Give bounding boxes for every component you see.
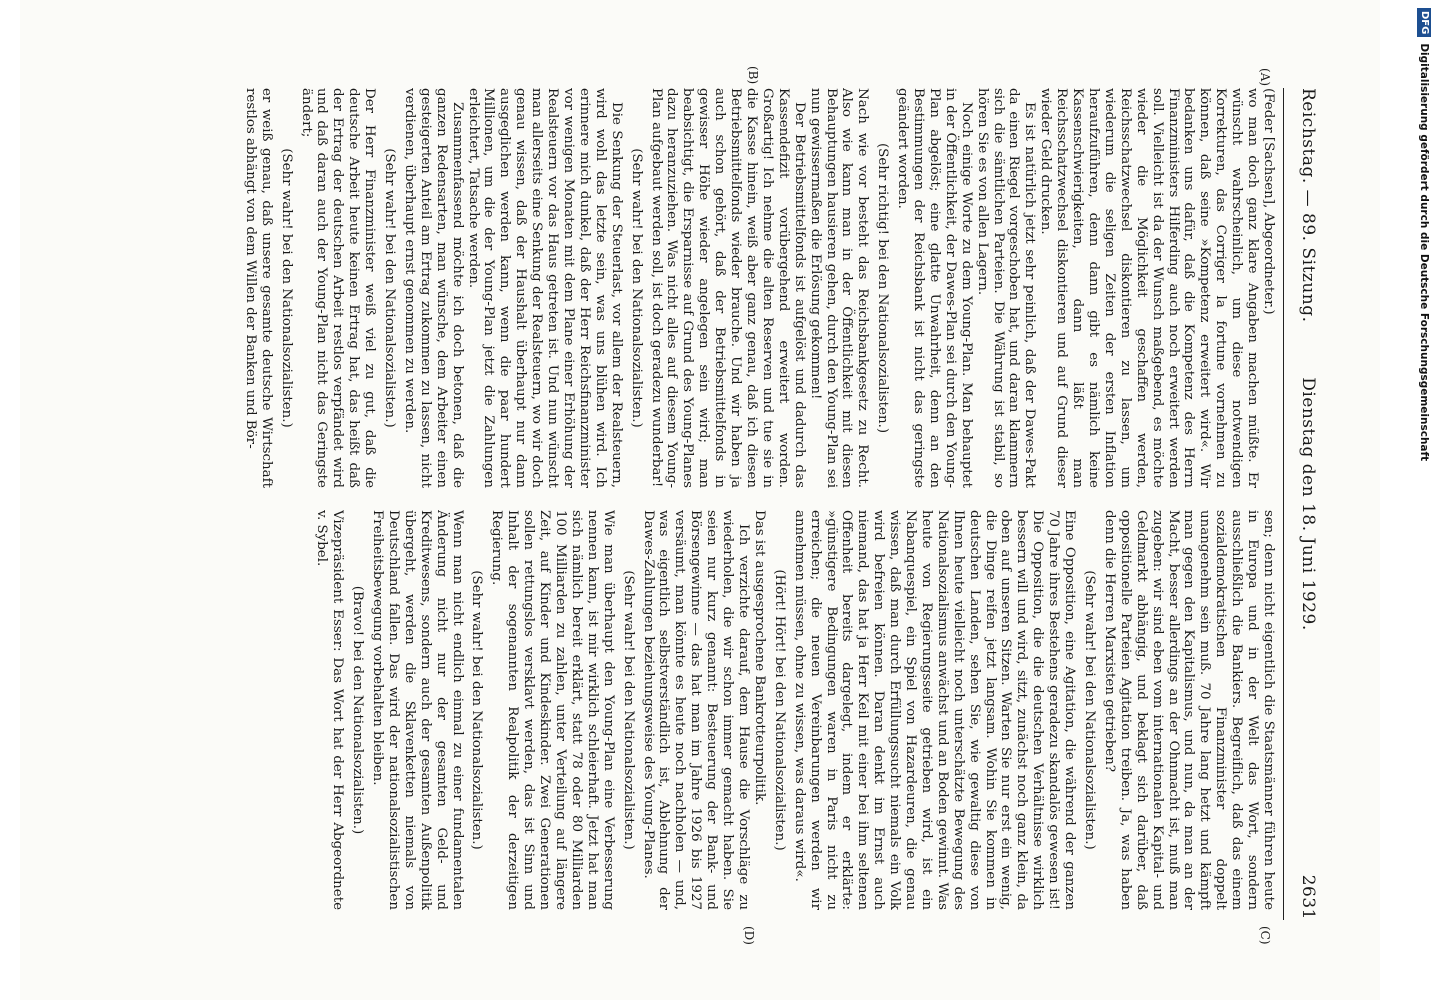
- paragraph: sen; denn nicht eigentlich die Staatsmänner führen heute in Europa und in der Welt das Wort, sondern ausschließlich die Bankiers. Begreiflich, daß das einem sozialdemokratischen Finanzminister doppelt unangenehm sein muß. 70 Jahre lang hetzt und kämpft man gegen den Kapitalismus, und nun, da man an der Macht, besser allerdings an der Ohnmacht ist, muß man zugeben: wir sind eben vom internationalen Kapital- und Geldmarkt abhängig, und beklagt sich darüber, daß oppositionelle Parteien Agitation treiben. Ja, was haben denn die Herren Marxisten getrieben?: [1101, 510, 1276, 910]
- paragraph: Es ist natürlich jetzt sehr peinlich, daß der Dawes-Pakt da einen Riegel vorgeschoben hat, und daran klammern sich die sämtlichen Parteien. Die Währung ist stabil, so hören Sie es von allen Lagern.: [974, 88, 1038, 488]
- interjection: (Bravo! bei den Nationalsozialisten.): [350, 585, 366, 835]
- paragraph: Die Senkung der Steuerlast, vor allem der Realsteuern, wird wohl das letzte sein, was uns blühen wird. Ich erinnere mich dunkel, daß der Herr Reichsfinanzminister vor wenigen Monaten mit dem Plane einer Erhöhung der Realsteuern vor das Haus getreten ist. Und nun wünscht man allerseits eine Senkung der Realsteuern, wo wir doch genau wissen, daß der Haushalt überhaupt nur dann ausgeglichen werden kann, wenn die paar hundert Millionen, um die der Young-Plan jetzt die Zahlungen erleichtert, Tatsache werden.: [465, 88, 624, 488]
- stamp-text: Digitalisierung gefördert durch die Deutsche Forschungsgemeinschaft: [1418, 43, 1430, 462]
- paragraph: Ich verzichte darauf, dem Hause die Vorschläge zu wiederholen, die wir schon immer gemacht haben. Sie seien nur kurz genannt: Besteuerung der Bank- und Börsengewinne — das hat man im Jahre 1926 bis 1927 versäumt, man könnte es heute noch nachholen — und, was eigentlich selbstverständlich ist, Ablehnung der Dawes-Zahlungen beziehungsweise des Young-Planes.: [640, 510, 751, 910]
- left-column: [106, 88, 1276, 488]
- paragraph: Vizepräsident Esser: Das Wort hat der Herr Abgeordnete v. Sybel.: [314, 510, 346, 910]
- interjection: (Sehr wahr! bei den Nationalsozialisten.): [620, 570, 636, 850]
- interjection: (Sehr richtig! bei den Nationalsozialisten.): [875, 142, 891, 434]
- paragraph: (Feder [Sachsen], Abgeordneter.): [1261, 88, 1276, 315]
- document-page: [20, 0, 1380, 1000]
- paragraph: Das ist ausgesprochene Bankrotteurpolitik.: [751, 510, 767, 806]
- margin-marker-d: (D): [742, 926, 756, 945]
- interjection: (Sehr wahr! bei den Nationalsozialisten.): [278, 148, 294, 428]
- dfg-logo: DFG: [1417, 8, 1431, 37]
- margin-marker-c: (C): [1258, 926, 1272, 945]
- interjection: (Sehr wahr! bei den Nationalsozialisten.): [469, 570, 485, 850]
- header-rule: [1283, 88, 1284, 920]
- paragraph: Zusammenfassend möchte ich doch betonen, daß die ganzen Redensarten, man wünsche, dem Arbeiter einen gesteigerten Anteil am Ertrag zukommen zu lassen, nicht verdienen, überhaupt ernst genommen zu werden.: [401, 88, 465, 488]
- digitization-stamp: [1413, 8, 1434, 698]
- paragraph: Eine Opposition, eine Agitation, die während der ganzen 70 Jahre ihres Bestehens geradezu skandalös gewesen ist! Die Opposition, die die deutschen Verhältnisse wirklich bessern will und wird, sitzt, zunächst noch ganz klein, da oben auf unseren Sitzen. Warten Sie nur erst ein wenig, die Dinge reifen jetzt langsam. Wohin Sie kommen in deutschen Landen, sehen Sie, wie gewaltig diese von Ihnen heute vielleicht noch unterschätzte Bewegung des Nationalsozialismus anwächst und an Boden gewinnt. Was heute von Regierungsseite getrieben wird, ist ein Nabanquespiel, ein Spiel von Hazardeuren, die genau wissen, daß man durch Erfüllungssucht niemals ein Volk wird befreien können. Daran denkt im Ernst auch niemand, das hat ja Herr Keil mit einer bei ihm seltenen Offenheit bereits dargelegt, indem er erklärte: »günstigere Bedingungen waren in Paris nicht zu erreichen; die neuen Vereinbarungen werden wir annehmen müssen, ohne zu wissen, was daraus wird«.: [791, 510, 1078, 910]
- page-header: [1288, 88, 1318, 920]
- paragraph: Nach wie vor besteht das Reichsbankgesetz zu Recht. Also wie kann man in der Öffentlichkeit mit diesen Behauptungen hausieren gehen, durch den Young-Plan sei nun gewissermaßen die Erlösung gekommen!: [807, 88, 871, 488]
- interjection: (Sehr wahr! bei den Nationalsozialisten.): [628, 148, 644, 428]
- interjection: (Sehr wahr! bei den Nationalsozialisten.): [1082, 570, 1098, 850]
- paragraph: wo man doch ganz klare Angaben machen müßte. Er wünscht wahrscheinlich, um diese notwendigen Korrekturen, das Corriger la fortune vornehmen zu können, daß seine »Kompetenz erweitert wird«. Wir bedanken uns dafür, daß die Kompetenz des Herrn Finanzministers Hilferding auch noch erweitert werden soll. Vielleicht ist da der Wunsch maßgebend, es möchte wieder die Möglichkeit geschaffen werden, Reichsschatzwechsel diskontieren zu lassen, um wiederum die seligen Zeiten der ersten Inflation heraufzuführen, denn dann gibt es nämlich keine Kassenschwierigkeiten, dann läßt man Reichsschatzwechsel diskontieren und auf Grund dieser wieder Geld drucken.: [1038, 88, 1261, 488]
- paragraph: Der Betriebsmittelfonds ist aufgelöst und dadurch das Kassendefizit vorübergehend erweitert worden. Großartig! Ich nehme die alten Reserven und tue sie in die Kasse hinein, weiß aber ganz genau, daß ich diesen Betriebsmittelfonds wieder brauche. Und wir haben ja auch schon gehört, daß der Betriebsmittelfonds in gewisser Höhe wieder angelegen sein wird; man beabsichtigt, die Ersparnisse auf Grund des Young-Planes dazu heranzuziehen. Was nicht alles auf diesem Young-Plan aufgebaut werden soll, ist doch geradezu wunderbar!: [648, 88, 807, 488]
- margin-marker-a: (A): [1258, 68, 1272, 87]
- header-session: Reichstag. — 89. Sitzung.: [1298, 88, 1318, 323]
- interjection: (Hört! Hört! bei den Nationalsozialisten.): [771, 569, 787, 851]
- paragraph: Wenn man nicht endlich einmal zu einer fundamentalen Änderung nicht nur der gesamten Geld- und Kreditwesens, sondern auch der gesamten Außenpolitik übergeht, werden die Sklavenketten niemals von Deutschland fallen. Das wird der nationalsozialistischen Freiheitsbewegung vorbehalten bleiben.: [370, 510, 465, 910]
- header-date: Dienstag den 18. Juni 1929.: [1298, 377, 1318, 631]
- page-number: 2631: [1298, 874, 1318, 920]
- right-column: [106, 510, 1276, 910]
- paragraph: Wie man überhaupt den Young-Plan eine Verbesserung nennen kann, ist mir wirklich schleierhaft. Jetzt hat man sich nämlich bereit erklärt, statt 78 oder 80 Milliarden 100 Milliarden zu zahlen, unter Verteilung auf längere Zeit, auf Kinder und Kindeskinder. Zwei Generationen sollen rettungslos versklavt werden, das ist Sinn und Inhalt der sogenannten Realpolitik der derzeitigen Regierung.: [489, 510, 616, 910]
- paragraph: Noch einige Worte zu dem Young-Plan. Man behauptet in der Öffentlichkeit, der Dawes-Plan sei durch den Young-Plan abgelöst; eine glatte Unwahrheit, denn an den Bestimmungen der Reichsbank ist nicht das geringste geändert worden.: [895, 88, 974, 488]
- interjection: (Sehr wahr! bei den Nationalsozialisten.): [382, 148, 398, 428]
- paragraph: Der Herr Finanzminister weiß viel zu gut, daß die deutsche Arbeit heute keinen Ertrag hat, das heißt daß der Ertrag der deutschen Arbeit restlos verpfändet wird und daß daran auch der Young-Plan nicht das Geringste ändert;: [298, 88, 378, 488]
- paragraph: er weiß genau, daß unsere gesamte deutsche Wirtschaft restlos abhängt von dem Willen der Banken und Bör-: [242, 88, 274, 488]
- margin-marker-b: (B): [746, 66, 760, 85]
